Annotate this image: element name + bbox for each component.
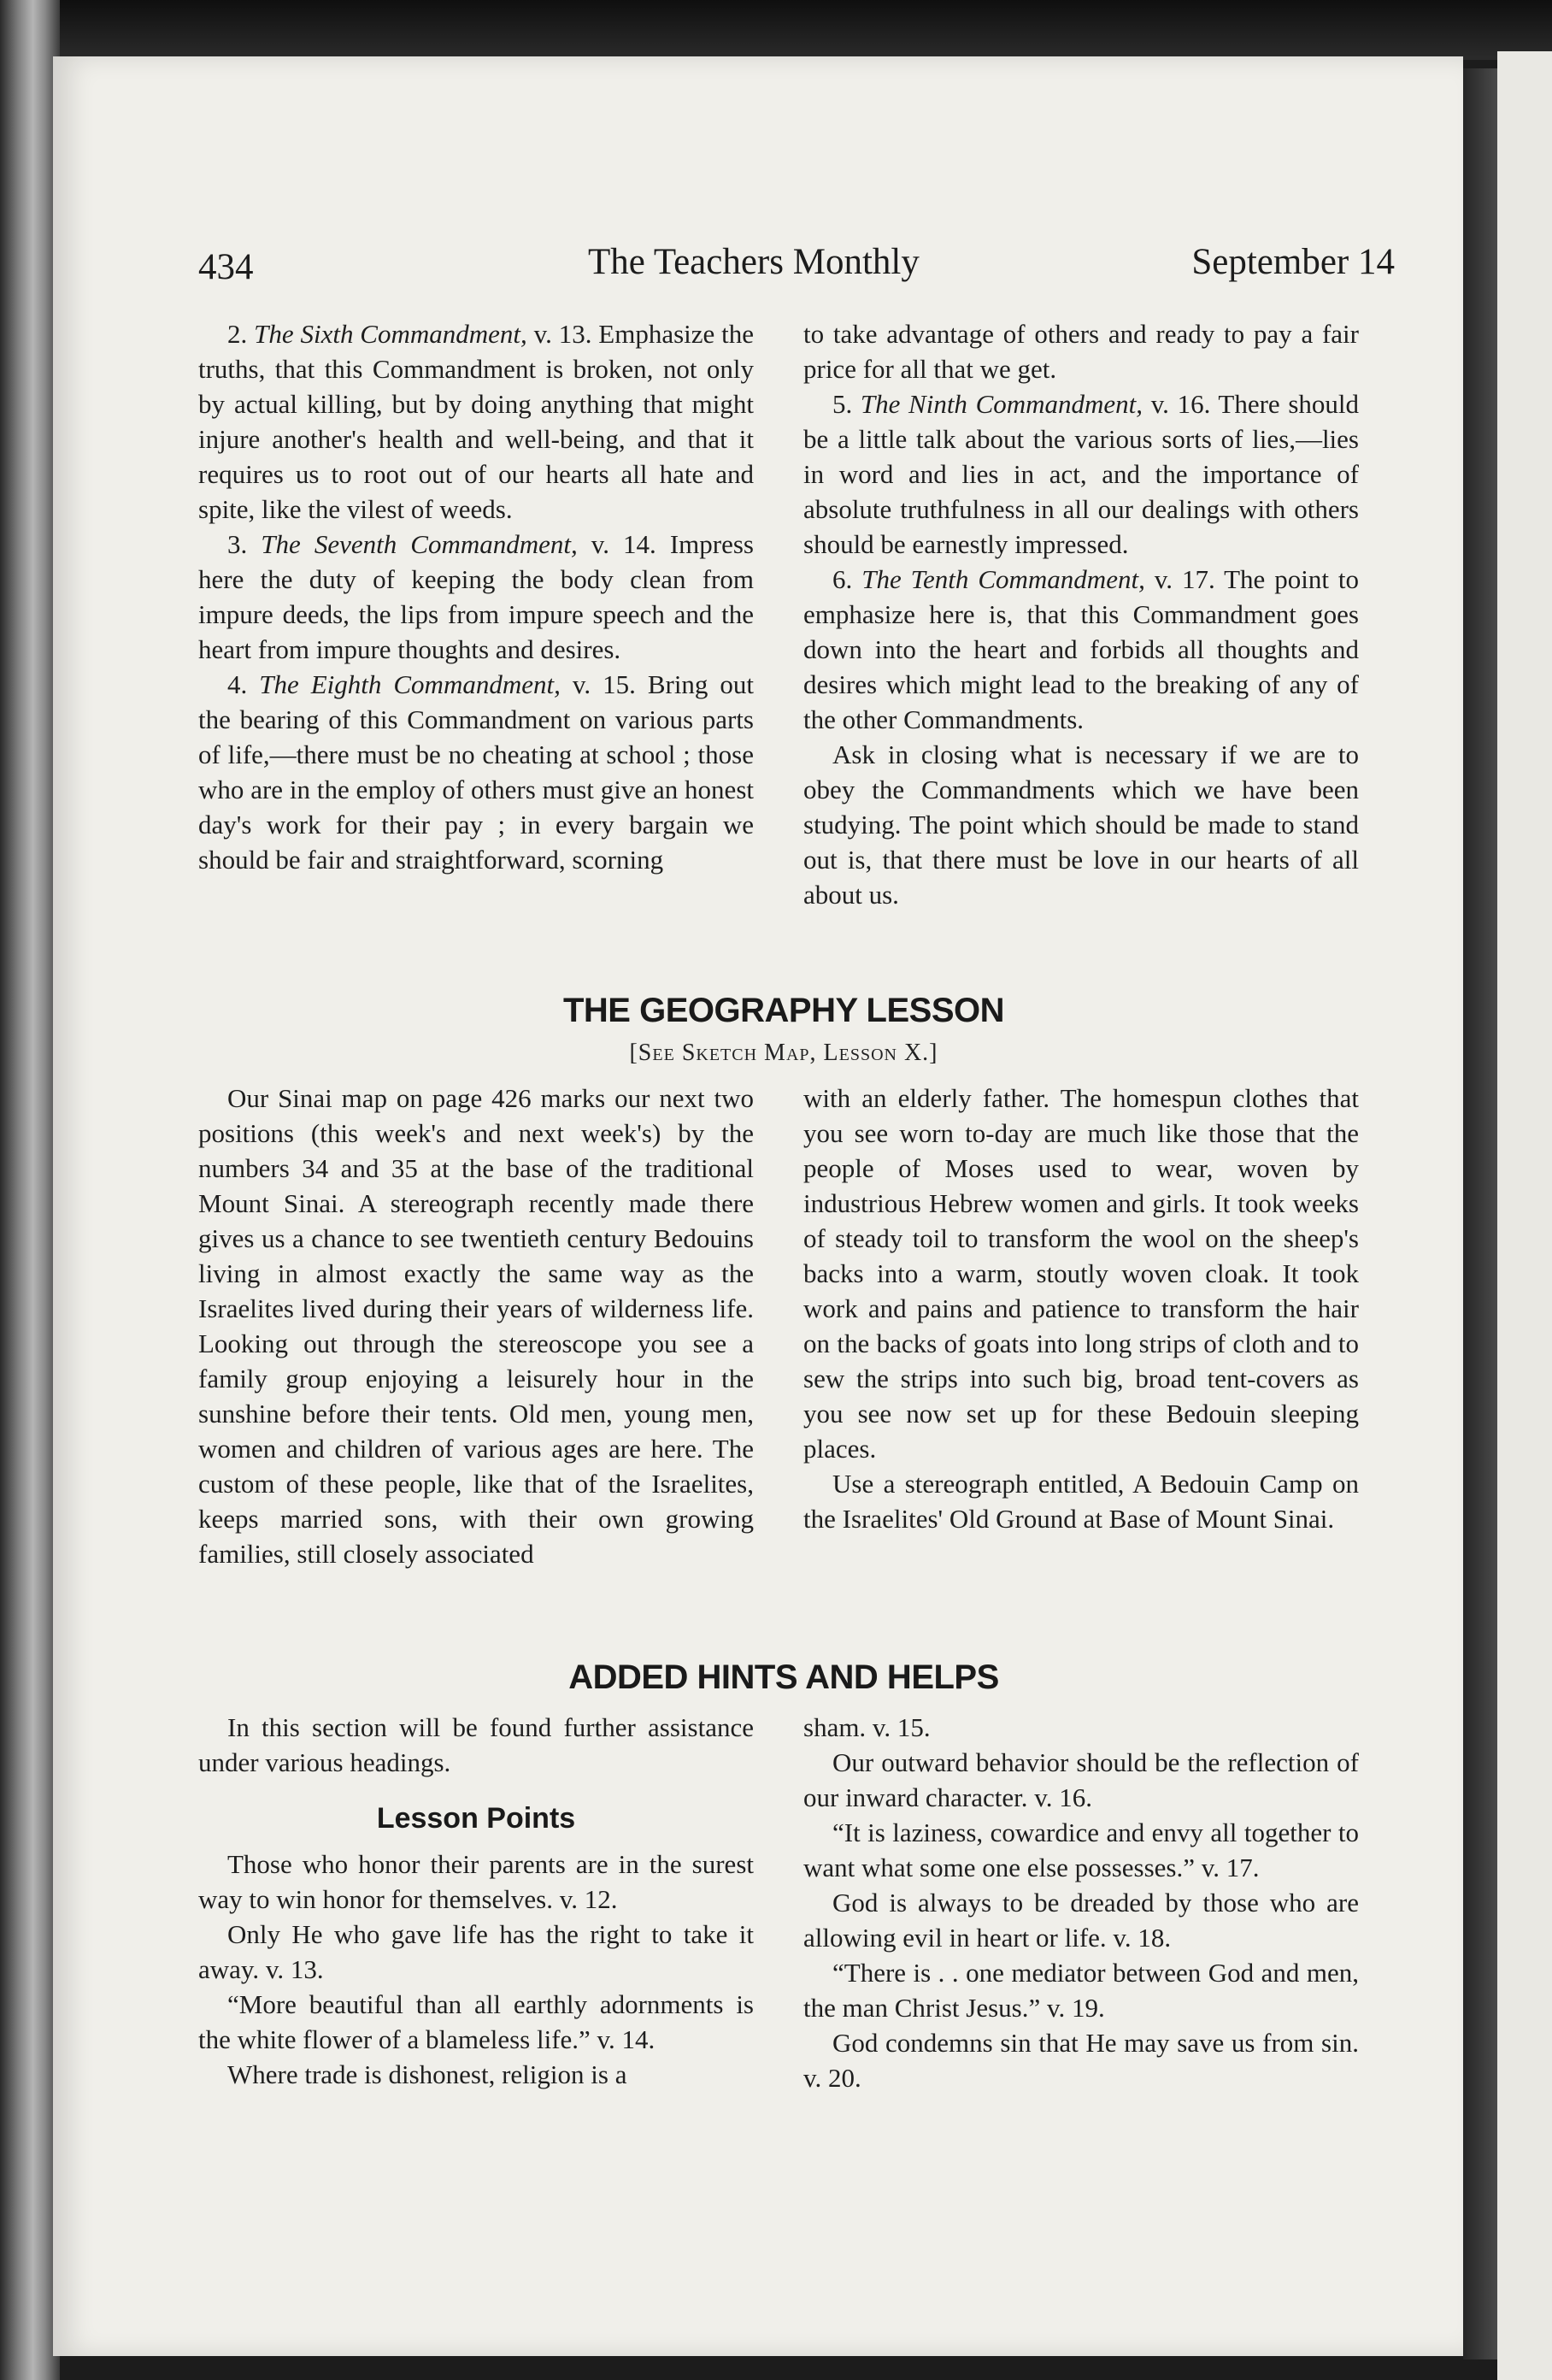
issue-date: September 14 [1191, 242, 1395, 282]
geography-paragraph: Use a stereograph entitled, A Bedouin Camp on the Israelites' Old Ground at Base of Mount Sinai. [803, 1469, 1359, 1534]
lesson-point: “More beautiful than all earthly adornments is the white flower of a blameless life.” v. 14. [198, 1989, 754, 2054]
geography-paragraph: Our Sinai map on page 426 marks our next two positions (this week's and next week's) by the numbers 34 and 35 at the base of the traditional Mount Sinai. A stereograph recently made there gives us a chance to see twentieth century Bedouins living in almost exactly the same way as the Israelites lived during their years of wilderness life. Looking out through the stereoscope you see a family group enjoying a leisurely hour in the sunshine before their tents. Old men, young men, women and children of various ages are here. The custom of these people, like that of the Israelites, keeps married sons, with their own growing families, still closely associated [198, 1083, 754, 1569]
hints-intro: In this section will be found further assistance under various headings. [198, 1712, 754, 1777]
page-gutter [1463, 68, 1497, 2359]
lesson-point: “It is laziness, cowardice and envy all together to want what some one else possesses.” v. 17. [803, 1817, 1359, 1882]
lesson-point: “There is . . one mediator between God and men, the man Christ Jesus.” v. 19. [803, 1958, 1359, 2023]
lesson-point: Those who honor their parents are in the surest way to win honor for themselves. v. 12. [198, 1849, 754, 1914]
adjacent-page-edge [1497, 51, 1552, 2380]
lesson-point: God is always to be dreaded by those who are allowing evil in heart or life. v. 18. [803, 1888, 1359, 1953]
commandment-paragraph: 6. The Tenth Commandment, v. 17. The point to emphasize here is, that this Commandment goes down into the heart and forbids all thoughts and desires which might lead to the breaking of any of the other Commandments. [803, 564, 1360, 734]
commandment-paragraph: 5. The Ninth Commandment, v. 16. There should be a little talk about the various sorts of lies,—lies in word and lies in act, and the importance of absolute truthfulness in all our dealings with others should be earnestly impressed. [803, 389, 1359, 559]
commandment-paragraph: 2. The Sixth Commandment, v. 13. Emphasize the truths, that this Commandment is broken, not only by actual killing, but by doing anything that might injure another's health and well-being, and that it requires us to root out of our hearts all hate and spite, like the vilest of weeds. [198, 319, 755, 524]
geography-subheading: [See Sketch Map, Lesson X.] [629, 1040, 938, 1066]
geography-paragraph: with an elderly father. The homespun clothes that you see worn to-day are much like those that the people of Moses used to wear, woven by industrious Hebrew women and girls. It took weeks of steady toil to transform the wool on the sheep's backs into a warm, stoutly woven cloak. It took work and pains and patience to transform the hair on the backs of goats into long strips of cloth and to sew the strips into such big, broad tent-covers as you see now set up for these Bedouin sleeping places. [803, 1083, 1359, 1464]
page-number: 434 [198, 247, 254, 287]
closing-paragraph: Ask in closing what is necessary if we are to obey the Commandments which we have been studying. The point which should be made to stand out is, that there must be love in our hearts of all about us. [803, 739, 1359, 910]
lesson-point: Where trade is dishonest, religion is a [227, 2059, 627, 2089]
commandment-paragraph: 4. The Eighth Commandment, v. 15. Bring out the bearing of this Commandment on various parts of life,—there must be no cheating at school ; those who are in the employ of others must give an honest day's work for their pay ; in every bargain we should be fair and straightforward, scorning [198, 669, 755, 875]
geography-right-column [803, 1081, 1359, 1536]
lesson-point: Our outward behavior should be the reflection of our inward character. v. 16. [803, 1747, 1359, 1812]
geography-left-column [198, 1081, 754, 1571]
continued-paragraph: to take advantage of others and ready to pay a fair price for all that we get. [803, 319, 1359, 384]
scan-top-edge [0, 0, 1552, 60]
lesson-points-right [803, 1710, 1359, 2095]
journal-title: The Teachers Monthly [588, 242, 920, 282]
lesson-point: sham. v. 15. [803, 1712, 931, 1742]
commandment-paragraph: 3. The Seventh Commandment, v. 14. Impress here the duty of keeping the body clean from impure deeds, the lips from impure speech and the heart from impure thoughts and desires. [198, 529, 754, 664]
commandments-right-column [803, 316, 1359, 912]
commandments-left-column [198, 316, 754, 877]
lesson-points-left [198, 1847, 754, 2092]
lesson-point: God condemns sin that He may save us from sin. v. 20. [803, 2028, 1359, 2093]
lesson-point: Only He who gave life has the right to take it away. v. 13. [198, 1919, 754, 1984]
geography-heading: THE GEOGRAPHY LESSON [562, 992, 1004, 1029]
lesson-points-heading: Lesson Points [376, 1802, 576, 1835]
book-spine [0, 0, 60, 2380]
running-header [198, 241, 1395, 292]
hints-left-column [198, 1710, 754, 1780]
hints-heading: ADDED HINTS AND HELPS [568, 1658, 999, 1696]
